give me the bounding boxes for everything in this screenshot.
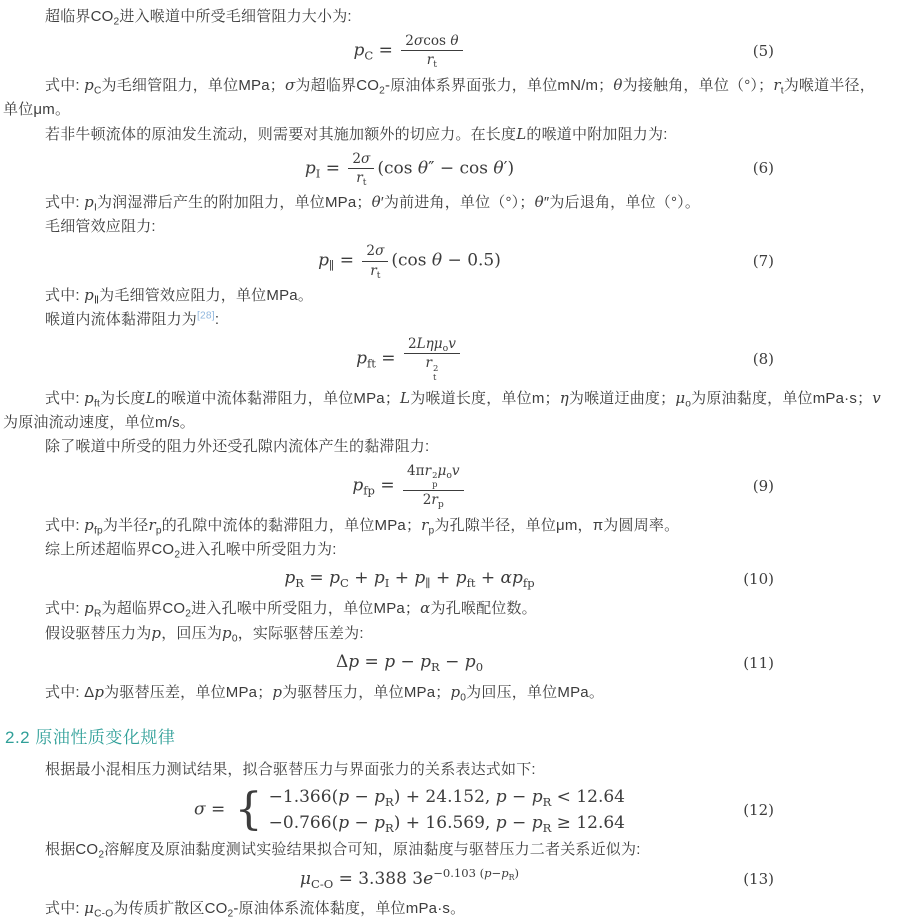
- section-heading-2-2: 2.2 原油性质变化规律: [5, 727, 176, 747]
- equation-7-expression: $p_\parallel$ = $\frac{2\sigma}{r_t}$ (cos θ − 0.5): [318, 243, 501, 281]
- equation-7-number: (7): [752, 252, 774, 271]
- paragraph-eq7-definitions: 式中: $p_Ⅱ$为毛细管效应阻力，单位MPa。: [45, 285, 314, 307]
- paragraph-total-resistance-intro: 综上所述超临界$CO_2$进入孔喉中所受阻力为:: [45, 540, 337, 561]
- equation-6-expression: $p_I$ = $\frac{2\sigma}{r_t}$ (cos θ″ − cos θ′): [304, 150, 515, 189]
- equation-12-number: (12): [743, 800, 774, 819]
- equation-10-expression: $p_R = p_C + p_I + p_\parallel + p_{ft} + \alpha p_{fp}$: [284, 568, 535, 591]
- equation-5-number: (5): [752, 41, 774, 60]
- citation-link-28[interactable]: [197, 311, 215, 328]
- viscous-intro-text: 喉道内流体黏滞阻力为: [45, 310, 198, 328]
- equation-row-5: [3, 33, 886, 69]
- paragraph-eq13-definitions: 式中: $\mu_{C-O}$为传质扩散区$CO_2-$原油体系流体黏度，单位mPa·s。: [45, 898, 466, 920]
- paragraph-viscosity-fit-intro: 根据$CO_2$溶解度及原油黏度测试实验结果拟合可知，原油黏度与驱替压力二者关系近似为:: [45, 840, 641, 861]
- equation-row-11: [3, 650, 886, 676]
- equation-row-9: [3, 463, 886, 509]
- equation-11-expression: $\Delta p = p - p_R - p_0$: [335, 652, 484, 675]
- equation-10-number: (10): [743, 569, 774, 588]
- equation-8-expression: $p_{ft}$ = 2Lημ$_o$v r 2 t: [356, 336, 463, 382]
- equation-8-number: (8): [752, 349, 774, 368]
- equation-12-expression: σ = { $-1.366(p - p_R) + 24.152$, $p - p_R < 12.64$ $-0.766(p - p_R) + 16.569$, $p - p_R \ge 12.64$: [193, 783, 626, 835]
- equation-9-number: (9): [752, 476, 774, 495]
- paragraph-eq6-definitions: 式中: $p_I$为润湿滞后产生的附加阻力，单位MPa；θ′为前进角，单位（°）；θ″为后退角，单位（°）。: [45, 193, 701, 214]
- equation-13-number: (13): [743, 869, 774, 888]
- citation-label: [28]: [197, 310, 215, 322]
- equation-5-expression: $p_C$ = $\frac{\text{2σcos θ}}{r_t}$: [353, 33, 465, 69]
- equation-row-13: [3, 866, 886, 892]
- paragraph-non-newtonian-intro: 若非牛顿流体的原油发生流动，则需要对其施加额外的切应力。在长度L的喉道中附加阻力为:: [45, 124, 668, 143]
- paragraph-capillary-effect-intro: 毛细管效应阻力:: [45, 218, 156, 236]
- equation-row-10: [3, 566, 886, 592]
- equation-row-6: [3, 151, 886, 187]
- equation-9-expression: $p_{fp}$ = 4πr 2 p $\mu_ov$ $2r_p$: [352, 463, 466, 509]
- equation-11-number: (11): [743, 653, 774, 672]
- paragraph-eq11-definitions: 式中: Δp为驱替压差，单位MPa；p为驱替压力，单位MPa；$p_0$为回压，单位MPa。: [45, 682, 605, 704]
- paragraph-eq5-definitions: 式中: $p_C$为毛细管阻力，单位MPa；σ为超临界$CO_2-$原油体系界面张力，单位mN/m；θ为接触角，单位（°）；$r_t$为喉道半径，单位μm。: [3, 75, 875, 118]
- paragraph-eq9-definitions: 式中: $p_{fp}$为半径$r_p$的孔隙中流体的黏滞阻力，单位MPa；$r_p$为孔隙半径，单位μm，π为圆周率。: [45, 515, 680, 537]
- paragraph-eq10-definitions: 式中: $p_R$为超临界$CO_2$进入孔喉中所受阻力，单位MPa；α为孔喉配位数。: [45, 598, 537, 620]
- paragraph-displacement-intro: 假设驱替压力为p，回压为$p_0$，实际驱替压差为:: [45, 623, 364, 645]
- paragraph-pore-viscous-intro: 除了喉道中所受的阻力外还受孔隙内流体产生的黏滞阻力:: [45, 437, 430, 455]
- equation-6-number: (6): [752, 159, 774, 178]
- paragraph-viscous-throat-intro: [3, 308, 886, 332]
- equation-row-12: [3, 783, 886, 835]
- viscous-intro-colon: :: [214, 310, 220, 328]
- paragraph-eq8-definitions: 式中: $p_{ft}$为长度L的喉道中流体黏滞阻力，单位MPa；L为喉道长度，单位m；η为喉道迂曲度；$\mu_o$为原油黏度，单位mPa·s；v为原油流动速度，单位m/s。: [3, 388, 881, 431]
- equation-row-8: [3, 336, 886, 382]
- equation-row-7: [3, 243, 886, 279]
- equation-13-expression: $\mu_{C-O} = 3.388$ $3e^{-0.103 (p-p_R)}$: [299, 866, 520, 891]
- paragraph-mmp-fit-intro: 根据最小混相压力测试结果，拟合驱替压力与界面张力的关系表达式如下:: [45, 760, 536, 778]
- paragraph-capillary-intro: 超临界$CO_2$进入喉道中所受毛细管阻力大小为:: [45, 8, 352, 28]
